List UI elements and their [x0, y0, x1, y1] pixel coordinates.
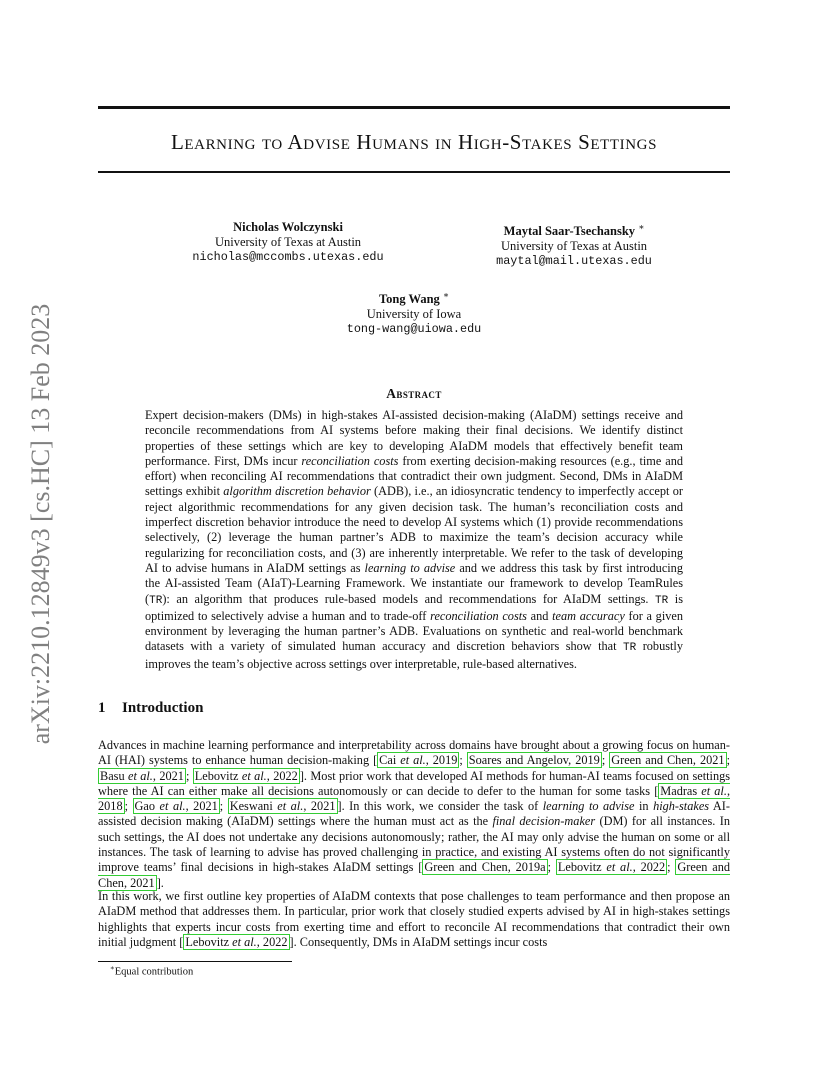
- footnote-rule: [98, 961, 292, 962]
- citation-link[interactable]: Cai et al., 2019: [379, 753, 458, 768]
- citation-link[interactable]: Madras et al., 2018: [98, 783, 731, 814]
- author-affiliation: University of Texas at Austin: [214, 235, 362, 249]
- title-rule-top: [98, 106, 730, 109]
- author-block: [284, 288, 544, 337]
- author-name: Tong Wang: [378, 292, 440, 307]
- author-block: [158, 220, 418, 265]
- citation-link[interactable]: Soares and Angelov, 2019: [468, 753, 600, 768]
- author-affiliation: University of Iowa: [366, 307, 462, 322]
- author-affiliation: University of Texas at Austin: [500, 239, 648, 254]
- author-email[interactable]: tong-wang@uiowa.edu: [346, 322, 482, 337]
- citation-link[interactable]: Green and Chen, 2021: [611, 753, 725, 768]
- citation-link[interactable]: Basu et al., 2021: [100, 768, 184, 783]
- citation-link[interactable]: Keswani et al., 2021: [229, 799, 336, 814]
- citation-link[interactable]: Green and Chen, 2019a: [424, 860, 546, 875]
- citation-link[interactable]: Lebovitz et al., 2022: [194, 768, 298, 783]
- author-block: [434, 220, 714, 269]
- author-email[interactable]: nicholas@mccombs.utexas.edu: [192, 250, 384, 264]
- intro-paragraph-1: Advances in machine learning performance and interpretability across domains have brought about a growing focus on human-AI (HAI) systems to enhance human decision-making [ Cai et al., 2019 ; Soares and Angelov, 2019 ; Green and Chen, 2021 ; Basu et al., 2021 ; Lebovitz et al., 2022 ]. Most prior work that developed AI methods for human-AI teams focused on settings where the AI can either make all decisions autonomously or can decide to defer to the human for some tasks [ Madras et al., 2018 ; Gao et al., 2021 ; Keswani et al., 2021 ]. In this work, we consider the task of learning to advise in high-stakes AI-assisted decision making (AIaDM) settings where the human must act as the final decision-maker (DM) for all instances. In such settings, the AI does not undertake any decisions autonomously; rather, the AI may only advise the human on some or all instances. The task of learning to advise has proved challenging in practice, and existing AI systems often do not significantly improve teams’ final decisions in high-stakes AIaDM settings [ Green and Chen, 2019a ; Lebovitz et al., 2022 ; Green and Chen, 2021 ].: [98, 738, 731, 890]
- equal-contribution-mark: ∗: [442, 290, 450, 300]
- title-rule-bottom: [98, 171, 730, 173]
- citation-link[interactable]: Gao et al., 2021: [134, 799, 218, 814]
- footnote-mark: ∗: [110, 964, 115, 972]
- citation-link[interactable]: Lebovitz et al., 2022: [557, 860, 666, 875]
- equal-contribution-mark: ∗: [638, 222, 645, 232]
- paper-title: Learning to Advise Humans in High-Stakes Settings: [170, 130, 658, 154]
- author-email[interactable]: maytal@mail.utexas.edu: [496, 254, 652, 269]
- arxiv-identifier-stamp: arXiv:2210.12849v3 [cs.HC] 13 Feb 2023: [26, 303, 55, 745]
- citation-link[interactable]: Green and Chen, 2021: [98, 860, 730, 890]
- author-name: Maytal Saar-Tsechansky: [503, 224, 636, 239]
- citation-link[interactable]: Lebovitz et al., 2022: [185, 934, 288, 949]
- section-title: Introduction: [122, 700, 204, 716]
- abstract-text: Expert decision-makers (DMs) in high-stakes AI-assisted decision-making (AIaDM) settings receive and reconcile recommendations from AI systems before making their final decisions. We identify distinct properties of these settings which are key to developing AIaDM models that effectively benefit team performance. First, DMs incur reconciliation costs from exerting decision-making resources (e.g., time and effort) when reconciling AI recommendations that contradict their own judgment. Second, DMs in AIaDM settings exhibit algorithm discretion behavior (ADB), i.e., an idiosyncratic tendency to imperfectly accept or reject algorithmic recommendations for any given decision task. The human’s reconciliation costs and imperfect discretion behavior introduce the need to develop AI systems which (1) provide recommendations selectively, (2) leverage the human partner’s ADB to maximize the team’s decision accuracy while regularizing for reconciliation costs, and (3) are inherently interpretable. We refer to the task of developing AI to advise humans in AIaDM settings as learning to advise and we address this task by first introducing the AI-assisted Team (AIaT)-Learning Framework. We instantiate our framework to develop TeamRules (TR): an algorithm that produces rule-based models and recommendations for AIaDM settings. TR is optimized to selectively advise a human and to trade-off reconciliation costs and team accuracy for a given environment by leveraging the human partner’s ADB. Evaluations on synthetic and real-world benchmark datasets with a variety of simulated human accuracy and discretion behaviors show that TR robustly improves the team’s objective across settings over interpretable, rule-based alternatives.: [145, 408, 684, 671]
- section-heading-introduction: [98, 700, 203, 717]
- section-number: 1: [98, 700, 106, 716]
- abstract-heading: Abstract: [386, 386, 442, 401]
- footnote-text: Equal contribution: [114, 966, 194, 978]
- footnote: [110, 964, 193, 978]
- intro-paragraph-2: In this work, we first outline key properties of AIaDM contexts that pose challenges to team performance and then propose an AIaDM method that addresses them. In particular, prior work that closely studied experts advised by AI in high-stakes settings highlights that experts incur costs from exerting time and effort to reconcile AI recommendations that contradict their own initial judgment [ Lebovitz et al., 2022 ]. Consequently, DMs in AIaDM settings incur costs: [98, 889, 730, 949]
- author-name: Nicholas Wolczynski: [233, 220, 343, 234]
